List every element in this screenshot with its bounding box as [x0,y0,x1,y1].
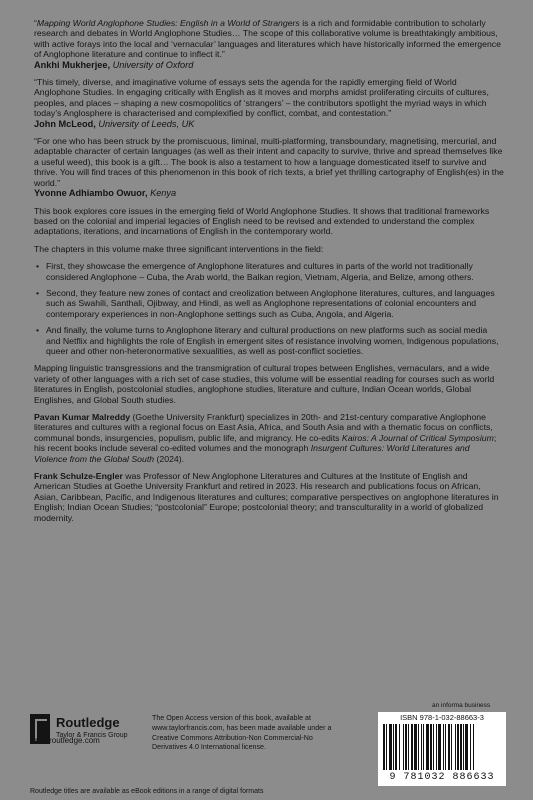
description-lead: The chapters in this volume make three significant interventions in the field: [34,243,324,254]
endorsement-quote [34,136,504,198]
book-title: Mapping World Anglophone Studies: English in a World of Strangers [36,18,300,28]
list-item: • First, they showcase the emergence of Anglophone literatures and cultures in parts of the world not traditionally considered Anglophone – Cuba, the Arab world, the Balkan region, Vietnam, Algeria, and Belize, among others. [34,261,504,282]
publisher-group: Taylor & Francis Group [56,732,128,739]
endorsement-quote [34,77,504,129]
barcode-digits: 9 781032 886633 [389,772,495,783]
cover-footer [0,702,533,800]
description-intro: This book explores core issues in the emerging field of World Anglophone Studies. It shows that traditional frameworks based on the colonial and imperial legacies of English need to be revised and extended to understand the complex adaptations, iterations, and incarnations of English in the contemporary world. [34,205,490,237]
open-access-notice: The Open Access version of this book, available at www.taylorfrancis.com, has been made available under a Creative Commons Attribution-Non Commercial-No Derivatives 4.0 International license. [152,714,332,752]
barcode-icon [383,724,501,770]
quote-attribution: Yvonne Adhiambo Owuor, Kenya [34,188,177,199]
quote-text: “For one who has been struck by the promiscuous, liminal, multi-platforming, transboundary, magnetising, mercurial, and adaptable character of certain languages (as well as their intent and capacity to survive, thrive and spread themselves like a useful weed), this book is a gift… The book is also a testament to how a language domesticated itself to survive and thrive. You will find traces of this phenomenon in this book of rich texts, a brief yet thrilling cartography of English(es) in the world.” [34,136,504,188]
publisher-website[interactable]: www.routledge.com [30,736,100,745]
interventions-list [34,261,504,356]
publisher-name: Routledge [56,715,120,730]
ebook-note: Routledge titles are available as eBook editions in a range of digital formats [30,788,264,795]
list-item: • And finally, the volume turns to Anglophone literary and cultural productions on new platforms such as social media and Netflix and highlights the role of English in emergent sites of resistance involving women, Indigenous populations, queer and other non-heteronormative sexualities, as well as post-conflict societies. [34,325,504,356]
endorsement-quote [34,18,504,70]
author-bio: Frank Schulze-Engler was Professor of New Anglophone Literatures and Cultures at the Institute of English and American Studies at Goethe University Frankfurt and retired in 2023. His research and publications focus on African, Asian, Caribbean, Pacific, and Indigenous literatures and cultures; comparative perspectives on anglophone literatures in English; Indian Ocean Studies; “postcolonial” Europe; postcolonial theory; and transculturality in a world of globalized modernity. [34,471,499,523]
author-bio: Pavan Kumar Malreddy (Goethe University Frankfurt) specializes in 20th- and 21st-century comparative Anglophone literatures and cultures with a regional focus on East Asia, Africa, and South Asia and with a thematic focus on conflicts, communal bonds, insurgencies, populism, public life, and migrancy. He co-edits Kairos: A Journal of Critical Symposium; his recent books include several co-edited volumes and the monograph Insurgent Cultures: World Literatures and Violence from the Global South (2024). [34,412,497,464]
quote-text: “This timely, diverse, and imaginative volume of essays sets the agenda for the rapidly emerging field of World Anglophone Studies. In engaging critically with English as it moves and morphs amidst proliferating circuits of cultures, peoples, and places – shaping a new cosmopolitics of ‘strangers’ – the contributors spotlight the myriad ways in which today’s Anglosphere is characterised and complexified by conflict, combat, and contestation.” [34,77,489,119]
back-cover-text [34,18,504,530]
quote-text: “Mapping World Anglophone Studies: English in a World of Strangers is a rich and formidable contribution to scholarly research and debates in World Anglophone Studies… The scope of this collaborative volume is breathtakingly ambitious, with active forays into the local and ‘vernacular’ languages and literatures which have historically informed the emergence of Anglophone literature and continue to inflect it.” [34,18,501,60]
quote-attribution: John McLeod, University of Leeds, UK [34,118,195,129]
informa-tagline: an informa business [432,702,491,709]
isbn-barcode [378,712,506,786]
quote-attribution: Ankhi Mukherjee, University of Oxford [34,59,194,70]
description-closing: Mapping linguistic transgressions and the transmigration of cultural tropes between Englishes, vernaculars, and a wide variety of other languages with a rich set of case studies, this volume will be essential reading for courses such as world literatures in English, postcolonial studies, anglophone studies, literature and culture, Indian Ocean worlds, Global Englishes, and Global South studies. [34,363,495,405]
list-item: • Second, they feature new zones of contact and creolization between Anglophone literatures, cultures, and languages such as Swahili, Santhali, Ojibway, and Hindi, as well as Anglophone representations of colonial encounters and contemporary experiences in non-Anglophone settings such as Cuba, Angola, and Algeria. [34,288,504,319]
isbn-number: ISBN 978-1-032-88663-3 [400,713,484,722]
